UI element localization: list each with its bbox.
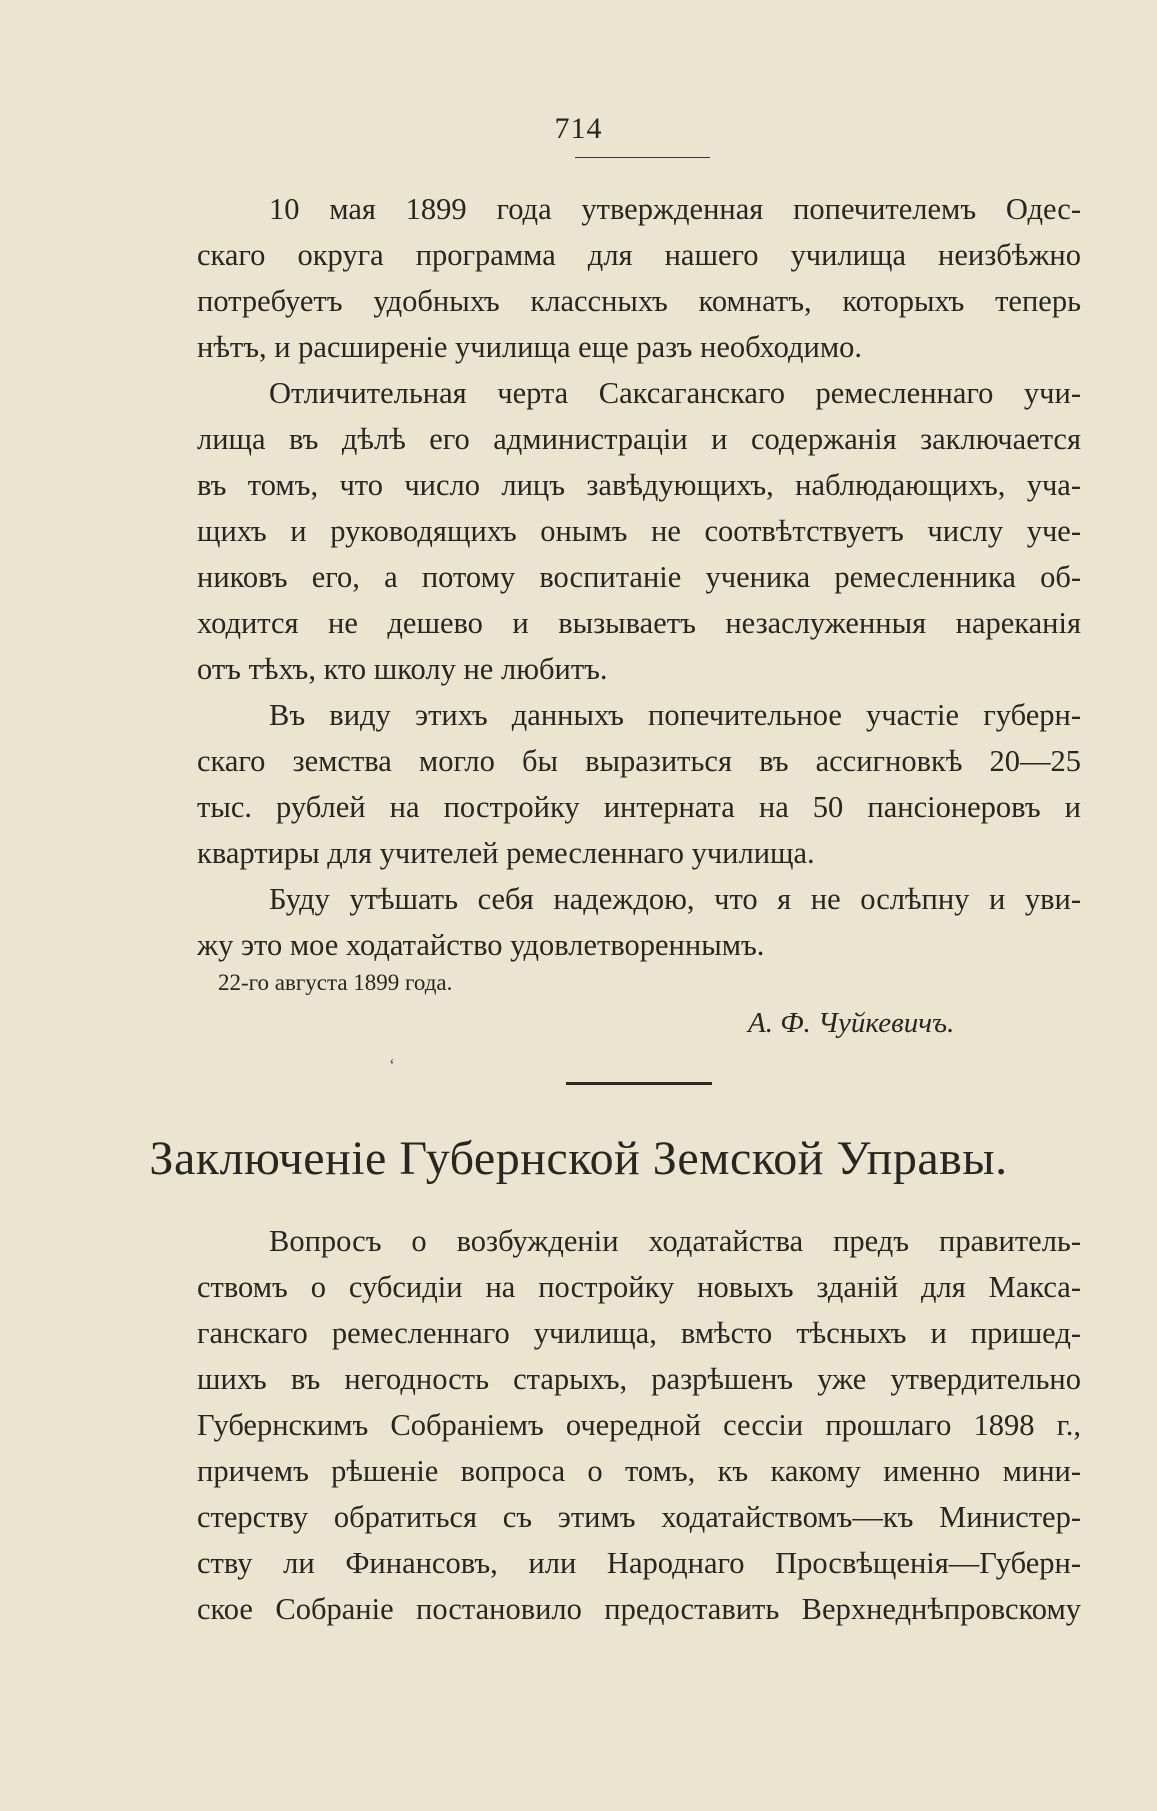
text-line: нѣтъ, и расширеніе училища еще разъ необходимо. — [197, 330, 862, 364]
text-line: ское Собраніе постановило предоставить Верхнеднѣпровскому — [197, 1592, 1081, 1626]
text-line: ходится не дешево и вызываетъ незаслуженныя нареканія — [197, 606, 1081, 640]
text-line: Отличительная черта Саксаганскаго ремесленнаго учи- — [269, 376, 1081, 410]
text-line: скаго земства могло бы выразиться въ ассигновкѣ 20—25 — [197, 744, 1081, 778]
text-line: въ томъ, что число лицъ завѣдующихъ, наблюдающихъ, уча- — [197, 468, 1081, 502]
text-line: Буду утѣшать себя надеждою, что я не ослѣпну и уви- — [269, 882, 1081, 916]
text-line: стерству обратиться съ этимъ ходатайствомъ—къ Министер- — [197, 1500, 1081, 1534]
text-line: никовъ его, а потому воспитаніе ученика ремесленника об- — [197, 560, 1081, 594]
print-speck: ‘ — [389, 1055, 395, 1075]
text-line: лища въ дѣлѣ его администраціи и содержанія заключается — [197, 422, 1081, 456]
text-line: скаго округа программа для нашего училища неизбѣжно — [197, 238, 1081, 272]
text-line: отъ тѣхъ, кто школу не любитъ. — [197, 652, 608, 686]
text-line: Вопросъ о возбужденіи ходатайства предъ правитель- — [269, 1224, 1081, 1258]
text-line: ствомъ о субсидіи на постройку новыхъ зданій для Макса- — [197, 1270, 1081, 1304]
text-line: квартиры для учителей ремесленнаго училища. — [197, 836, 815, 870]
text-line: Губернскимъ Собраніемъ очередной сессіи прошлаго 1898 г., — [197, 1408, 1081, 1442]
text-line: причемъ рѣшеніе вопроса о томъ, къ какому именно мини- — [197, 1454, 1081, 1488]
text-line: ству ли Финансовъ, или Народнаго Просвѣщенія—Губерн- — [197, 1546, 1081, 1580]
text-line: жу это мое ходатайство удовлетвореннымъ. — [197, 928, 765, 962]
text-line: ганскаго ремесленнаго училища, вмѣсто тѣсныхъ и пришед- — [197, 1316, 1081, 1350]
section-heading: Заключеніе Губернской Земской Управы. — [149, 1132, 1008, 1185]
page-number: 714 — [554, 112, 603, 145]
text-line: потребуетъ удобныхъ классныхъ комнатъ, которыхъ теперь — [197, 284, 1081, 318]
section-divider — [566, 1082, 712, 1085]
signature: А. Ф. Чуйкевичъ. — [748, 1007, 955, 1039]
text-line: шихъ въ негодность старыхъ, разрѣшенъ уже утвердительно — [197, 1362, 1081, 1396]
text-line: 10 мая 1899 года утвержденная попечителемъ Одес- — [269, 192, 1081, 226]
letter-date: 22-го августа 1899 года. — [218, 970, 453, 995]
text-line: Въ виду этихъ данныхъ попечительное участіе губерн- — [269, 698, 1081, 732]
page-number-underline — [575, 157, 710, 158]
text-line: тыс. рублей на постройку интерната на 50 пансіонеровъ и — [197, 790, 1081, 824]
text-line: щихъ и руководящихъ онымъ не соотвѣтствуетъ числу уче- — [197, 514, 1081, 548]
